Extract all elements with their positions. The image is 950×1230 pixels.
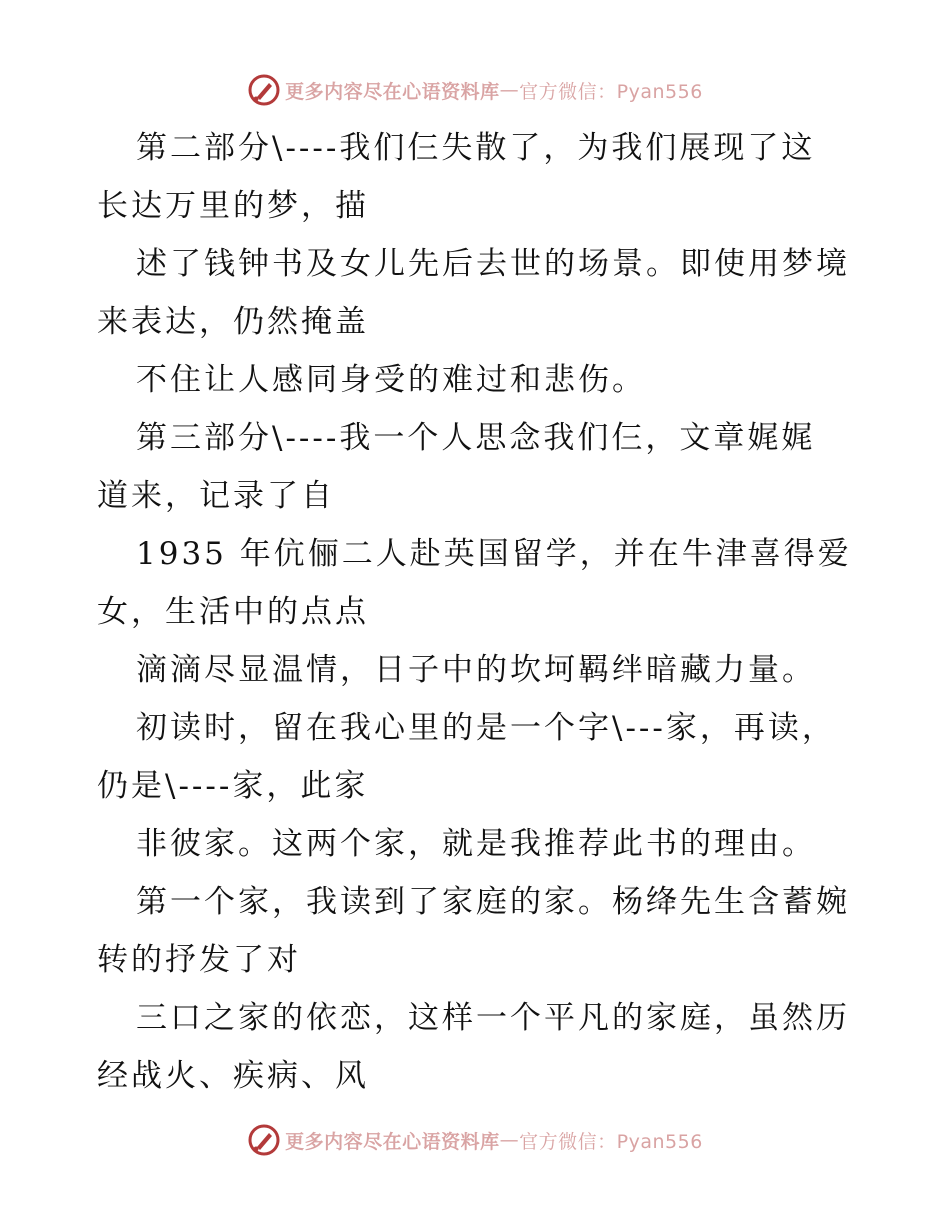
text-line: 第二部分\----我们仨失散了，为我们展现了这 bbox=[136, 130, 816, 166]
text-line: 初读时，留在我心里的是一个字\---家，再读， bbox=[136, 710, 836, 746]
text-line: 三口之家的依恋，这样一个平凡的家庭，虽然历 bbox=[136, 1000, 850, 1036]
text-line: 女，生活中的点点 bbox=[97, 594, 369, 630]
text-line: 长达万里的梦，描 bbox=[97, 188, 369, 224]
text-line: 仍是\----家，此家 bbox=[97, 768, 369, 804]
text-line: 经战火、疾病、风 bbox=[97, 1058, 369, 1094]
text-line: 来表达，仍然掩盖 bbox=[97, 304, 369, 340]
header-watermark bbox=[0, 72, 950, 108]
text-line: 述了钱钟书及女儿先后去世的场景。即使用梦境 bbox=[136, 246, 850, 282]
text-line: 第三部分\----我一个人思念我们仨，文章娓娓 bbox=[136, 420, 816, 456]
text-line: 道来，记录了自 bbox=[97, 478, 335, 514]
text-line: 转的抒发了对 bbox=[97, 942, 301, 978]
watermark-main-text: 更多内容尽在心语资料库 bbox=[285, 1130, 500, 1153]
text-line: 非彼家。这两个家，就是我推荐此书的理由。 bbox=[136, 826, 816, 862]
watermark-suffix: 官方微信：Pyan556 bbox=[519, 1130, 703, 1153]
watermark-suffix: 官方微信：Pyan556 bbox=[519, 80, 703, 103]
pen-nib-seal-icon bbox=[247, 73, 281, 107]
footer-watermark bbox=[0, 1122, 950, 1158]
text-line: 1935 年伉俪二人赴英国留学，并在牛津喜得爱 bbox=[136, 536, 852, 572]
text-line: 第一个家，我读到了家庭的家。杨绛先生含蓄婉 bbox=[136, 884, 850, 920]
watermark-separator: — bbox=[499, 79, 520, 101]
watermark-separator: — bbox=[499, 1129, 520, 1151]
text-line: 滴滴尽显温情，日子中的坎坷羁绊暗藏力量。 bbox=[136, 652, 816, 688]
watermark-main-text: 更多内容尽在心语资料库 bbox=[285, 80, 500, 103]
text-line: 不住让人感同身受的难过和悲伤。 bbox=[136, 362, 646, 398]
pen-nib-seal-icon bbox=[247, 1123, 281, 1157]
